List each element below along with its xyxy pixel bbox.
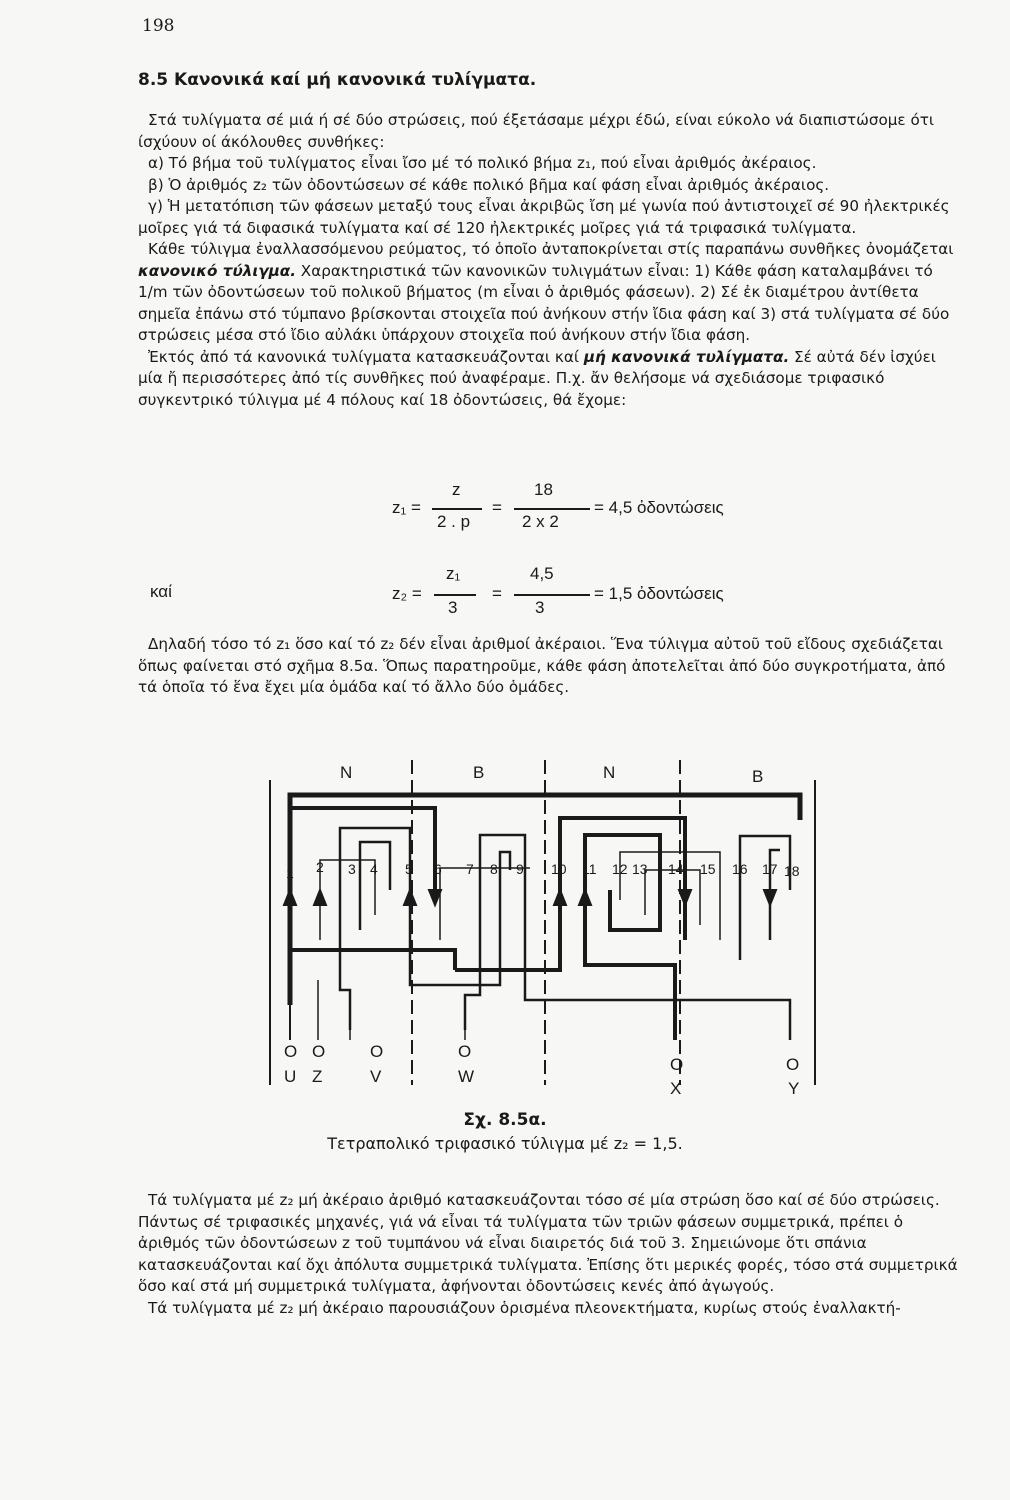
phase-u-connection <box>290 950 455 970</box>
terminal-symbol-v: O <box>370 1042 384 1061</box>
arrow-slot-2 <box>314 890 326 905</box>
slot-number-3: 3 <box>348 861 356 877</box>
slot-number-16: 16 <box>732 861 748 877</box>
arrow-slot-11 <box>579 890 591 905</box>
para2-end: Σέ αὐτά δέν ἰσχύει μία ἤ περισσότερες ἀπό τίς συνθῆκες πού ἀναφέραμε. Π.χ. ἄν θελήσομε νά σχεδιάσομε τριφασικό συγκεντρικό τύλιγμα μέ 4 πόλους καί 18 ὀδοντώσεις, θά ἔχομε: <box>138 347 936 409</box>
condition-a: α) Τό βήμα τοῦ τυλίγματος εἶναι ἴσο μέ τό πολικό βήμα z₁, πού εἶναι ἀριθμός ἀκέραιος. <box>148 154 817 172</box>
formula-z2-eq: = <box>492 584 502 603</box>
paragraph-irregular-windings <box>138 347 964 412</box>
formula-z2-fraction-bar-1 <box>434 594 476 596</box>
phase-v-coils <box>340 828 410 1030</box>
para2-start: Ἐκτός ἀπό τά κανονικά τυλίγματα κατασκευάζονται καί <box>148 347 584 366</box>
slot-number-8: 8 <box>490 861 498 877</box>
page-number: 198 <box>142 16 175 36</box>
phase-x-link <box>455 945 675 1040</box>
terminal-label-v: V <box>370 1067 382 1086</box>
slot-number-9: 9 <box>516 861 524 877</box>
arrow-slot-5 <box>404 890 416 905</box>
slot-number-4: 4 <box>370 861 378 877</box>
slot-number-15: 15 <box>700 861 716 877</box>
phase-u-coil-inner <box>290 808 435 950</box>
terminal-label-u: U <box>284 1067 297 1086</box>
condition-b: β) Ὁ ἀριθμός z₂ τῶν ὀδοντώσεων σέ κάθε πολικό βῆμα καί φάση εἶναι ἀριθμός ἀκέραιος. <box>148 175 830 194</box>
section-title: 8.5 Κανονικά καί μή κανονικά τυλίγματα. <box>138 70 537 90</box>
para5-text: Τά τυλίγματα μέ z₂ μή ἀκέραιο παρουσιάζουν ὁρισμένα πλεονεκτήματα, κυρίως στούς ἐναλλακτή- <box>148 1298 901 1317</box>
slot-number-14: 14 <box>668 861 684 877</box>
slot-number-2: 2 <box>316 859 324 875</box>
slot-number-17: 17 <box>762 861 778 877</box>
formula-z1-result: = 4,5 ὀδοντώσεις <box>594 498 724 517</box>
slot-number-12: 12 <box>612 861 628 877</box>
pole-label-1: N <box>340 763 353 782</box>
slot-number-5: 5 <box>405 861 413 877</box>
terminal-label-x: X <box>670 1079 682 1098</box>
terminal-symbol-x: O <box>670 1055 684 1074</box>
terminal-symbol-z: O <box>312 1042 326 1061</box>
formula-z2-fraction-bar-2 <box>514 594 590 596</box>
winding-diagram <box>0 740 1010 1110</box>
closing-block <box>138 1190 964 1319</box>
slot-number-10: 10 <box>551 861 567 877</box>
term-regular-winding: κανονικό τύλιγμα. <box>138 261 296 280</box>
formula-z1-den1: 2 . p <box>437 512 471 531</box>
term-irregular-winding: μή κανονικά τυλίγματα. <box>583 347 790 366</box>
intro-paragraph: Στά τυλίγματα σέ μιά ή σέ δύο στρώσεις, πού έξετάσαμε μέχρι έδώ, είναι εύκολο νά διαπιστώσομε ότι ίσχύουν οί άκόλουθες συνθήκες: <box>138 111 935 151</box>
para1-end: Χαρακτηριστικά τῶν κανονικῶν τυλιγμάτων εἶναι: 1) Κάθε φάση καταλαμβάνει τό 1/m τῶν ὀδοντώσεων τοῦ πολικοῦ βήματος (m εἶναι ὁ ἀριθμός φάσεων). 2) Σέ ἐκ διαμέτρου ἀντίθετα σημεῖα ἐπάνω στό τύμπανο βρίσκονται στοιχεῖα πού ἀνήκουν στήν ἴδια φάση καί 3) στά τυλίγματα σέ δύο στρώσεις μέσα στό ἴδιο αὐλάκι ὑπάρχουν στοιχεῖα πού ἀνήκουν στήν ἴδια φάση. <box>138 261 950 344</box>
terminal-symbol-y: O <box>786 1055 800 1074</box>
terminal-symbol-u: O <box>284 1042 298 1061</box>
paragraph-result <box>138 634 964 699</box>
formula-z2-num1: z₁ <box>446 564 461 583</box>
pole-label-2: B <box>473 763 485 782</box>
formula-z2-num2: 4,5 <box>530 564 554 583</box>
arrow-slot-1 <box>284 890 296 905</box>
formula-z2-lhs: z₂ = <box>392 584 422 603</box>
slot-number-18: 18 <box>784 863 800 879</box>
terminal-label-w: W <box>458 1067 475 1086</box>
terminal-label-y: Y <box>788 1079 800 1098</box>
condition-c: γ) Ἡ μετατόπιση τῶν φάσεων μεταξύ τους εἶναι ἀκριβῶς ἴση μέ γωνία πού ἀντιστοιχεῖ σέ 90 ἠλεκτρικές μοῖρες γιά τά διφασικά τυλίγματα καί σέ 120 ἠλεκτρικές μοῖρες γιά τά τριφασικά τυλίγματα. <box>138 197 950 237</box>
terminal-symbol-w: O <box>458 1042 472 1061</box>
slot-number-7: 7 <box>466 861 474 877</box>
arrow-slot-17 <box>764 890 776 905</box>
arrow-slot-10 <box>554 890 566 905</box>
formula-z1-den2: 2 x 2 <box>522 512 559 531</box>
figure-caption-text: Τετραπολικό τριφασικό τύλιγμα μέ z₂ = 1,5. <box>327 1134 683 1153</box>
para4-text: Τά τυλίγματα μέ z₂ μή ἀκέραιο ἀριθμό κατασκευάζονται τόσο σέ μία στρώση ὅσο καί σέ δύο στρώσεις. Πάντως σέ τριφασικές μηχανές, γιά νά εἶναι τά τυλίγματα τῶν τριῶν φάσεων συμμετρικά, πρέπει ὁ ἀριθμός τῶν ὀδοντώσεων z τοῦ τυμπάνου νά εἶναι διαιρετός διά τοῦ 3. Σημειώνομε ὅτι σπάνια κατασκευάζονται καί ὄχι ἀπόλυτα συμμετρικά τυλίγματα. Ἐπίσης ὅτι μερικές φορές, τόσο στά συμμετρικά ὅσο καί στά μή συμμετρικά τυλίγματα, ἀφήνονται ὀδοντώσεις κενές ἀπό ἀγωγούς. <box>138 1191 958 1295</box>
formula-z1-num1: z <box>452 480 461 499</box>
figure-caption-label: Σχ. 8.5α. <box>463 1110 547 1130</box>
slot-number-13: 13 <box>632 861 648 877</box>
arrow-slot-6 <box>429 890 441 905</box>
paragraph-regular-windings <box>138 239 964 347</box>
pole-label-4: B <box>752 767 764 786</box>
formula-z1-num2: 18 <box>534 480 553 499</box>
formula-z2-den2: 3 <box>535 598 545 617</box>
formula-z2-result: = 1,5 ὀδοντώσεις <box>594 584 724 603</box>
para1-start: Κάθε τύλιγμα ἐναλλασσόμενου ρεύματος, τό ὁποῖο ἀνταποκρίνεται στίς παραπάνω συνθῆκες ὀνομάζεται <box>148 240 954 258</box>
pole-label-3: N <box>603 763 616 782</box>
para3-text: Δηλαδή τόσο τό z₁ ὅσο καί τό z₂ δέν εἶναι ἀριθμοί ἀκέραιοι. Ἕνα τύλιγμα αὐτοῦ τοῦ εἴδους σχεδιάζεται ὅπως φαίνεται στό σχῆμα 8.5α. Ὅπως παρατηροῦμε, κάθε φάση ἀποτελεῖται ἀπό δύο συγκροτήματα, ἀπό τά ὁποῖα τό ἕνα ἔχει μία ὁμάδα καί τό ἄλλο δύο ὁμάδες. <box>138 635 946 696</box>
intro-block <box>138 110 964 411</box>
slot-number-1: 1 <box>286 865 294 881</box>
slot-number-11: 11 <box>582 861 597 877</box>
formula-z2-den1: 3 <box>448 598 458 617</box>
formula-z1-fraction-bar-1 <box>432 508 482 510</box>
formula-z1-fraction-bar-2 <box>514 508 590 510</box>
formula-z2-prefix: καί <box>150 582 172 601</box>
phase-y-coils <box>740 836 790 960</box>
phase-x-coils <box>560 818 685 960</box>
terminal-label-z: Z <box>312 1067 323 1086</box>
formula-z1-eq: = <box>492 498 502 517</box>
slot-number-6: 6 <box>434 861 442 877</box>
formula-z1-lhs: z₁ = <box>392 498 421 517</box>
